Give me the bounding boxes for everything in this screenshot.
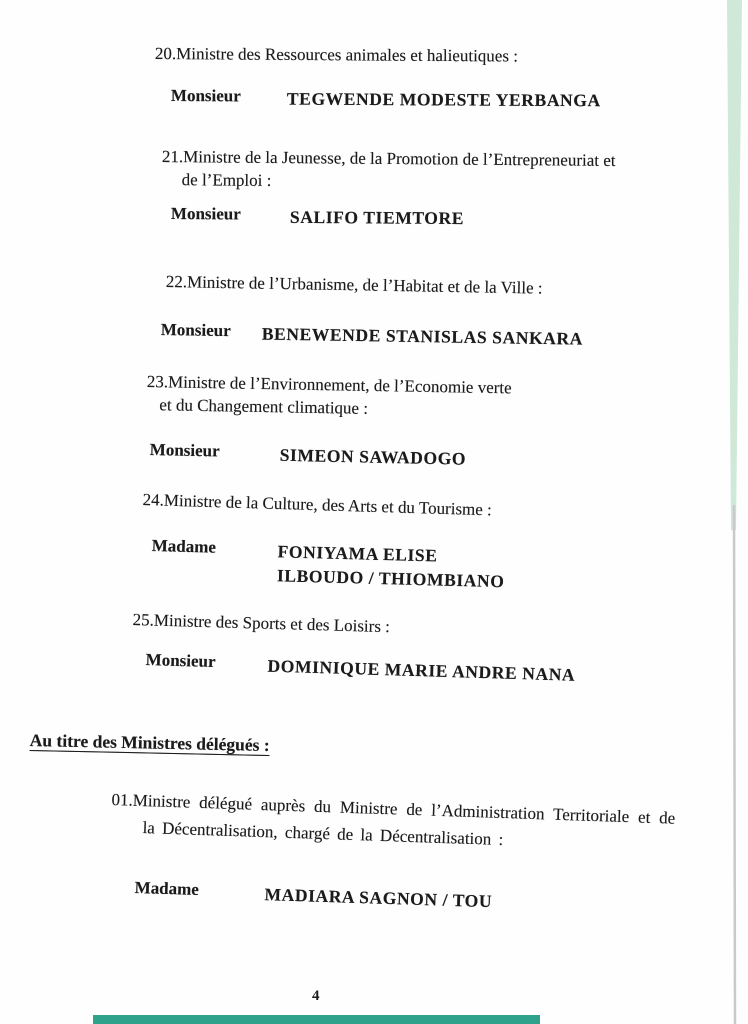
minister-name: MADIARA SAGNON / TOU [264, 884, 493, 912]
minister-entry-25 [145, 650, 575, 687]
minister-name: TEGWENDE MODESTE YERBANGA [286, 88, 601, 111]
item-title-text: Ministre de l’Environnement, de l’Economie verte et du Changement climatique : [159, 372, 512, 418]
item-title-text: Ministre des Ressources animales et halieutiques : [176, 44, 519, 66]
section-heading: Au titre des Ministres délégués : [29, 730, 270, 756]
salutation: Monsieur [170, 204, 241, 224]
item-title-text: Ministre délégué auprès du Ministre de l’Administration Territoriale et de la Décentralisation, chargé de la Décentralisation : [132, 790, 676, 849]
minister-item-22-title [166, 270, 543, 300]
page-edge-line [734, 505, 735, 1024]
minister-name: SALIFO TIEMTORE [289, 206, 465, 229]
salutation: Madame [151, 536, 217, 557]
minister-name: SIMEON SAWADOGO [279, 444, 467, 469]
item-number: 21. [161, 146, 184, 167]
minister-item-25-title [132, 608, 390, 638]
salutation: Monsieur [170, 86, 241, 106]
minister-item-20-title [155, 42, 518, 68]
minister-entry-22 [161, 320, 584, 351]
salutation: Madame [134, 878, 200, 900]
item-number: 25. [132, 609, 155, 630]
minister-entry-20 [171, 86, 601, 112]
item-number: 01. [111, 789, 134, 810]
page-edge-green-wedge [727, 0, 742, 530]
minister-item-21-title [162, 145, 616, 195]
item-title-text: Ministre de la Jeunesse, de la Promotion de l’Entrepreneuriat et de l’Emploi : [181, 147, 616, 190]
minister-entry-24 [151, 536, 506, 593]
minister-name: BENEWENDE STANISLAS SANKARA [261, 323, 584, 349]
item-number: 24. [142, 489, 165, 510]
delegated-item-01-title [110, 786, 675, 859]
minister-name: FONIYAMA ELISE ILBOUDO / THIOMBIANO [276, 541, 505, 592]
salutation: Monsieur [149, 440, 220, 461]
item-title-text: Ministre de l’Urbanisme, de l’Habitat et de la Ville : [186, 272, 543, 298]
item-title-text: Ministre des Sports et des Loisirs : [153, 610, 391, 637]
page-number: 4 [312, 988, 320, 1004]
minister-entry-21 [171, 204, 464, 230]
item-number: 20. [154, 43, 177, 64]
minister-item-24-title [142, 488, 492, 521]
salutation: Monsieur [145, 650, 216, 672]
salutation: Monsieur [160, 320, 231, 341]
item-number: 22. [165, 271, 188, 292]
minister-entry-23 [149, 440, 466, 471]
item-title-text: Ministre de la Culture, des Arts et du Tourisme : [163, 490, 493, 520]
bottom-scan-bar [93, 1015, 540, 1024]
delegated-entry-01 [134, 878, 492, 913]
minister-item-23-title [146, 370, 512, 422]
item-number: 23. [146, 371, 169, 392]
minister-name: DOMINIQUE MARIE ANDRE NANA [267, 655, 576, 685]
